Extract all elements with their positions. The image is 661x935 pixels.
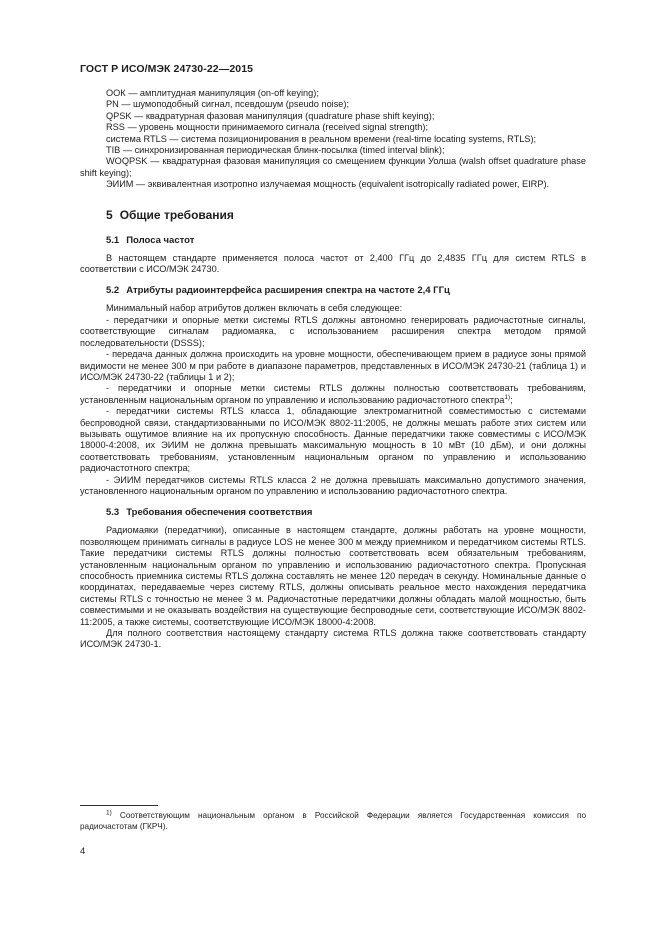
page-number: 4: [80, 846, 86, 857]
footnote: [80, 811, 586, 832]
standard-header: ГОСТ Р ИСО/МЭК 24730-22—2015: [80, 63, 254, 75]
definition-item: система RTLS — система позиционирования в реальном времени (real-time locating systems, RTLS);: [106, 133, 537, 144]
definition-item: ЭИИМ — эквивалентная изотропно излучаемая мощность (equivalent isotropically radiated power, EIRP).: [106, 179, 550, 190]
list-item: - передатчики и опорные метки системы RTLS должны автономно генерировать радиочастотные сигналы, соответствующие сигналам радиомаяка, с использованием расширения спектра методом прямой последовательности (DSSS);: [80, 314, 586, 348]
section-title: Общие требования: [119, 207, 234, 222]
footnote-text-line: [80, 811, 586, 832]
paragraph: Для полного соответствия настоящему стандарту система RTLS должна также соответствовать стандарту ИСО/МЭК 24730-1.: [80, 628, 586, 650]
definition-item: QPSK — квадратурная фазовая манипуляция (quadrature phase shift keying);: [106, 110, 435, 121]
definition-item: TIB — синхронизированная периодическая блинк-посылка (timed interval blink);: [106, 145, 445, 156]
definition-item: RSS — уровень мощности принимаемого сигнала (received signal strength);: [106, 122, 429, 133]
abbreviation-list: [80, 88, 586, 191]
list-item: [80, 383, 586, 406]
subsection-title: Атрибуты радиоинтерфейса расширения спектра на частоте 2,4 ГГц: [126, 285, 450, 297]
footnote-marker: 1): [106, 809, 112, 817]
list-item: - передатчики системы RTLS класса 1, обладающие электромагнитной совместимостью с системами беспроводной связи, стандартизованными по ИСО/МЭК 8802-11:2005, не должны мешать работе этих систем или вызывать ощутимое влияние на их пропускную способность. Данные передатчики также совместимы с ИСО/МЭК 18000-4:2008, их ЭИИМ не должна превышать максимальную мощность в 10 мВт (10 дБм), и они должны соответствовать требованиям, установленным национальным органом по управлению и использованию радиочастотного спектра;: [80, 406, 586, 474]
list-item: - передача данных должна происходить на уровне мощности, обеспечивающем прием в радиусе зоны прямой видимости не менее 300 м при работе в диапазоне параметров, представленных в ИСО/МЭК 24730-21 (таблица 1) и ИСО/МЭК 24730-22 (таблицы 1 и 2);: [80, 349, 586, 382]
definition-item: WOQPSK — квадратурная фазовая манипуляция со смещением функции Уолша (walsh offset quadrature phase shift keying);: [80, 156, 586, 178]
subsection-title: Требования обеспечения соответствия: [126, 507, 313, 519]
footnote-divider: [80, 805, 158, 806]
definition-item: PN — шумоподобный сигнал, псевдошум (pseudo noise);: [106, 99, 350, 110]
page-content: [80, 88, 586, 651]
subsection-number: 5.3: [106, 507, 120, 519]
list-item-text: - передатчики и опорные метки системы RTLS должны полностью соответствовать требованиям, установленным национальным органом по управлению и использованию радиочастотного спектра: [80, 383, 586, 405]
footnote-ref: 1): [504, 393, 511, 401]
footnote-text: Соответствующим национальным органом в Российской Федерации является Государственная комиссия по радиочастотам (ГКРЧ).: [80, 811, 587, 831]
subsection-title: Полоса частот: [126, 234, 195, 246]
subsection-number: 5.2: [106, 285, 120, 297]
list-item-end: ;: [510, 394, 513, 405]
section-heading-5: [80, 208, 586, 223]
paragraph: Минимальный набор атрибутов должен включать в себя следующее:: [106, 303, 403, 314]
subsection-heading-5-1: [80, 235, 586, 247]
definition-item: ООК — амплитудная манипуляция (on-off keying);: [106, 88, 319, 98]
paragraph: В настоящем стандарте применяется полоса частот от 2,400 ГГц до 2,4835 ГГц для систем RTLS в соответствии с ИСО/МЭК 24730.: [80, 252, 586, 275]
section-number: 5: [106, 207, 113, 222]
subsection-number: 5.1: [106, 234, 120, 246]
subsection-heading-5-2: [80, 285, 586, 297]
subsection-heading-5-3: [80, 507, 586, 519]
paragraph: Радиомаяки (передатчики), описанные в настоящем стандарте, должны работать на уровне мощности, позволяющем принимать сигналы в радиусе LOS не менее 300 м между приемником и передатчиком системы RTLS. Такие передатчики системы RTLS должны полностью соответствовать всем обязательным требованиям, установленным национальным органом по управлению и использованию радиочастотного спектра. Пропускная способность приемника системы RTLS должна составлять не менее 120 передач в секунду. Номинальные данные о координатах, передаваемые через систему RTLS, должны описывать реальное место нахождения передатчика системы RTLS с точностью не менее 3 м. Радиочастотные передатчики должны обладать малой мощностью, быть совместимыми и не оказывать воздействия на существующие беспроводные сети, соответствующие ИСО/МЭК 8802-11:2005, а также системы, соответствующие ИСО/МЭК 18000-4:2008.: [80, 525, 586, 627]
list-item: - ЭИИМ передатчиков системы RTLS класса 2 не должна превышать максимально допустимого значения, установленного национальным органом по управлению и использованию радиочастотного спектра.: [80, 474, 586, 496]
